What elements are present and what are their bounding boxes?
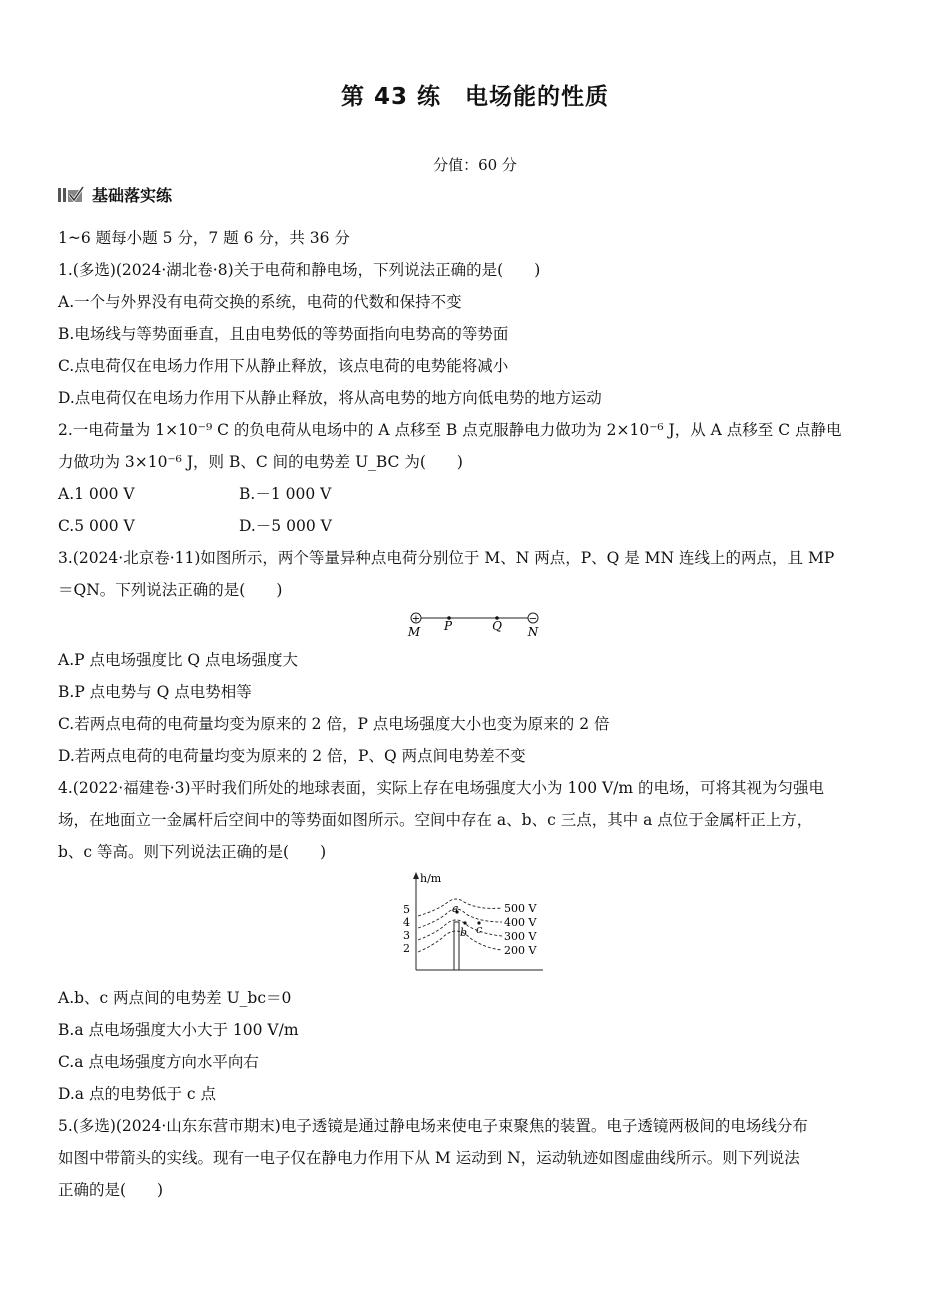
- q4-stem-line1: 4.(2022·福建卷·3)平时我们所处的地球表面，实际上存在电场强度大小为 100 V/m 的电场，可将其视为匀强电: [58, 779, 825, 797]
- label-m: M: [407, 625, 421, 639]
- label-p: P: [443, 619, 453, 633]
- q2-stem-line1: 2.一电荷量为 1×10⁻⁹ C 的负电荷从电场中的 A 点移至 B 点克服静电力做功为 2×10⁻⁶ J，从 A 点移至 C 点静电: [58, 421, 842, 439]
- label-b: b: [460, 926, 468, 939]
- q3-option-b: B.P 点电势与 Q 点电势相等: [58, 683, 252, 701]
- tick-5: 5: [403, 903, 410, 916]
- q3-option-c: C.若两点电荷的电荷量均变为原来的 2 倍，P 点电场强度大小也变为原来的 2 倍: [58, 715, 610, 733]
- q2-options-row1: [58, 484, 332, 504]
- q2-options-row2: [58, 516, 332, 536]
- tick-3: 3: [403, 929, 410, 942]
- label-c: c: [476, 923, 483, 936]
- plus-sign: +: [411, 613, 421, 625]
- point-b: [463, 921, 466, 924]
- q5-stem-line1: 5.(多选)(2024·山东东营市期末)电子透镜是通过静电场来使电子束聚焦的装置。电子透镜两极间的电场线分布: [58, 1117, 808, 1135]
- page-title: 第 43 练 电场能的性质: [340, 84, 610, 110]
- q2-option-d: D.－5 000 V: [239, 517, 332, 535]
- q3-stem-line2: ＝QN。下列说法正确的是( ): [58, 581, 283, 599]
- q4-equipotential-figure: [398, 870, 548, 975]
- label-a: a: [452, 902, 459, 915]
- intro-text: 1~6 题每小题 5 分，7 题 6 分，共 36 分: [58, 229, 350, 247]
- tick-2: 2: [403, 942, 410, 955]
- level-300: 300 V: [504, 930, 537, 943]
- q5-stem-line2: 如图中带箭头的实线。现有一电子仅在静电力作用下从 M 运动到 N，运动轨迹如图虚曲线所示。则下列说法: [58, 1149, 800, 1167]
- q3-stem-line1: 3.(2024·北京卷·11)如图所示，两个等量异种点电荷分别位于 M、N 两点，P、Q 是 MN 连线上的两点，且 MP: [58, 549, 835, 567]
- equipotential-500: [418, 899, 502, 916]
- q4-option-a: A.b、c 两点间的电势差 U_bc＝0: [58, 989, 292, 1007]
- level-200: 200 V: [504, 944, 537, 957]
- q4-option-c: C.a 点电场强度方向水平向右: [58, 1053, 259, 1071]
- q1-option-a: A.一个与外界没有电荷交换的系统，电荷的代数和保持不变: [58, 293, 462, 311]
- q1-stem: 1.(多选)(2024·湖北卷·8)关于电荷和静电场，下列说法正确的是( ): [58, 261, 541, 279]
- q2-option-c: C.5 000 V: [58, 517, 135, 535]
- label-q: Q: [492, 619, 502, 633]
- q3-option-a: A.P 点电场强度比 Q 点电场强度大: [58, 651, 299, 669]
- q4-option-d: D.a 点的电势低于 c 点: [58, 1085, 217, 1103]
- label-n: N: [527, 625, 539, 639]
- tick-4: 4: [403, 916, 410, 929]
- q3-option-d: D.若两点电荷的电荷量均变为原来的 2 倍，P、Q 两点间电势差不变: [58, 747, 526, 765]
- q5-stem-line3: 正确的是( ): [58, 1181, 164, 1199]
- level-500: 500 V: [504, 902, 537, 915]
- q4-stem-line2: 场，在地面立一金属杆后空间中的等势面如图所示。空间中存在 a、b、c 三点，其中 a 点位于金属杆正上方，: [58, 811, 813, 829]
- section-header: [58, 183, 172, 206]
- q1-option-b: B.电场线与等势面垂直，且由电势低的等势面指向电势高的等势面: [58, 325, 509, 343]
- q3-charge-figure: [405, 608, 550, 640]
- minus-sign: −: [528, 613, 538, 625]
- q2-option-b: B.－1 000 V: [239, 485, 332, 503]
- level-400: 400 V: [504, 916, 537, 929]
- section-label: 基础落实练: [92, 186, 173, 205]
- q1-option-d: D.点电荷仅在电场力作用下从静止释放，将从高电势的地方向低电势的地方运动: [58, 389, 602, 407]
- axis-label: h/m: [420, 872, 442, 885]
- h-axis-arrow: [413, 872, 419, 879]
- checkmark-icon: [58, 186, 84, 204]
- metal-rod: [454, 922, 459, 970]
- q2-option-a: A.1 000 V: [58, 485, 135, 503]
- q4-stem-line3: b、c 等高。则下列说法正确的是( ): [58, 843, 327, 861]
- score-label: 分值：60 分: [433, 156, 517, 174]
- q1-option-c: C.点电荷仅在电场力作用下从静止释放，该点电荷的电势能将减小: [58, 357, 509, 375]
- q4-option-b: B.a 点电场强度大小大于 100 V/m: [58, 1021, 299, 1039]
- q2-stem-line2: 力做功为 3×10⁻⁶ J，则 B、C 间的电势差 U_BC 为( ): [58, 453, 463, 471]
